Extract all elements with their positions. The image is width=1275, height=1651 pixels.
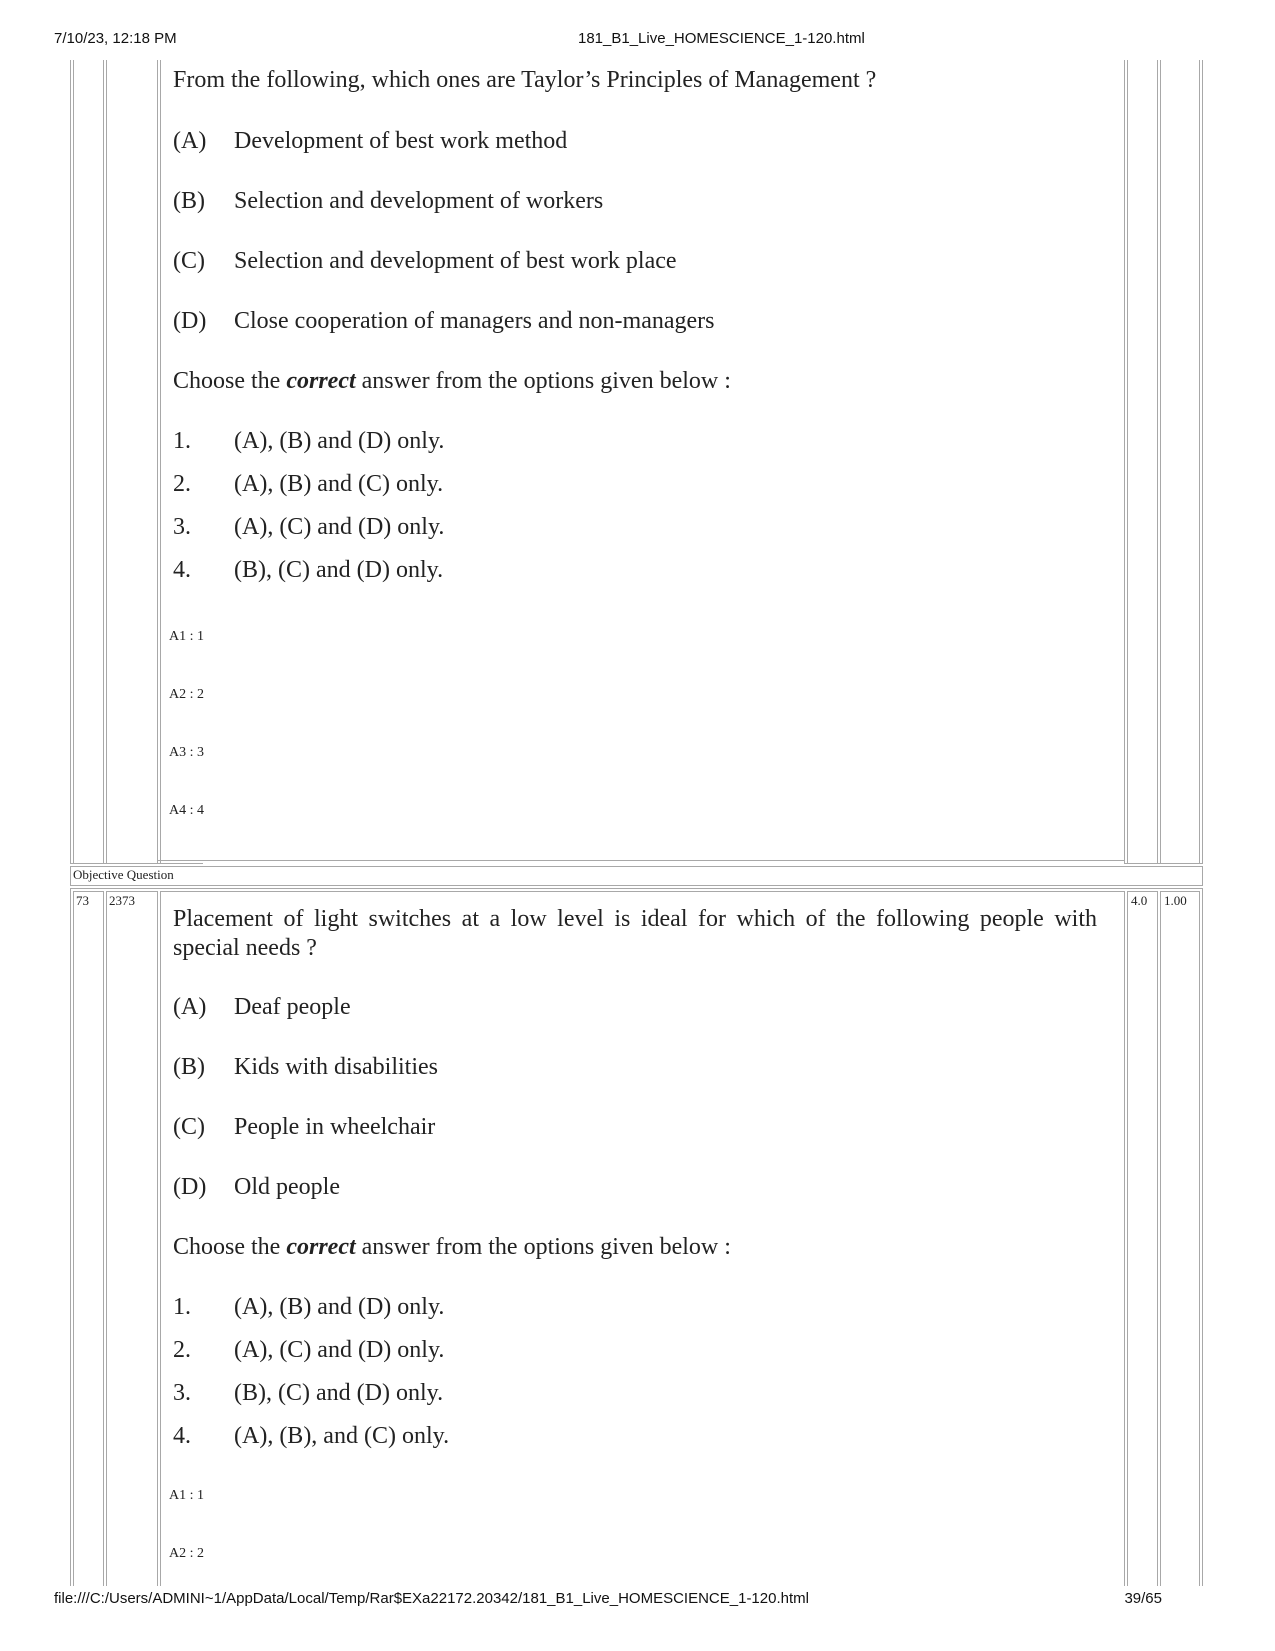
answer-key-a2: A2 : 2 bbox=[169, 687, 204, 702]
answer-choice-4: 4. (A), (B), and (C) only. bbox=[173, 1423, 450, 1449]
answer-key-a4: A4 : 4 bbox=[169, 803, 204, 818]
question-number: 73 bbox=[76, 893, 89, 908]
print-file-path: file:///C:/Users/ADMINI~1/AppData/Local/Temp/Rar$EXa22172.20342/181_B1_Live_HOMESCIENCE_1-120.html bbox=[54, 1590, 809, 1607]
option-d: (D) Old people bbox=[173, 1174, 340, 1200]
answer-choice-4: 4. (B), (C) and (D) only. bbox=[173, 557, 444, 583]
answer-choice-2: 2. (A), (B) and (C) only. bbox=[173, 471, 444, 497]
answer-choice-1: 1. (A), (B) and (D) only. bbox=[173, 1294, 445, 1320]
option-b: (B) Kids with disabilities bbox=[173, 1054, 438, 1080]
answer-key-a1: A1 : 1 bbox=[169, 629, 204, 644]
answer-choice-1: 1. (A), (B) and (D) only. bbox=[173, 428, 445, 454]
answer-choice-3: 3. (B), (C) and (D) only. bbox=[173, 1380, 444, 1406]
option-b: (B) Selection and development of workers bbox=[173, 188, 604, 214]
print-title: 181_B1_Live_HOMESCIENCE_1-120.html bbox=[578, 30, 865, 47]
answer-choice-3: 3. (A), (C) and (D) only. bbox=[173, 514, 445, 540]
option-c: (C) People in wheelchair bbox=[173, 1114, 436, 1140]
choose-instruction: Choose the correct answer from the options given below : bbox=[173, 368, 731, 394]
choose-instruction: Choose the correct answer from the options given below : bbox=[173, 1234, 731, 1260]
option-d: (D) Close cooperation of managers and non-managers bbox=[173, 308, 715, 334]
option-c: (C) Selection and development of best work place bbox=[173, 248, 677, 274]
print-page-number: 39/65 bbox=[1124, 1590, 1162, 1607]
answer-choice-2: 2. (A), (C) and (D) only. bbox=[173, 1337, 445, 1363]
option-a: (A) Development of best work method bbox=[173, 128, 568, 154]
answer-key-a2: A2 : 2 bbox=[169, 1546, 204, 1561]
option-a: (A) Deaf people bbox=[173, 994, 351, 1020]
question-type-label: Objective Question bbox=[73, 867, 174, 882]
question-id: 2373 bbox=[109, 893, 135, 908]
question-text: Placement of light switches at a low level is ideal for which of the following people with special needs ? bbox=[173, 906, 1097, 961]
answer-key-a1: A1 : 1 bbox=[169, 1488, 204, 1503]
marks-value: 4.0 bbox=[1131, 893, 1148, 908]
negative-marks-value: 1.00 bbox=[1164, 893, 1187, 908]
question-text: From the following, which ones are Taylor’s Principles of Management ? bbox=[173, 67, 877, 93]
answer-key-a3: A3 : 3 bbox=[169, 745, 204, 760]
print-datetime: 7/10/23, 12:18 PM bbox=[54, 30, 177, 47]
